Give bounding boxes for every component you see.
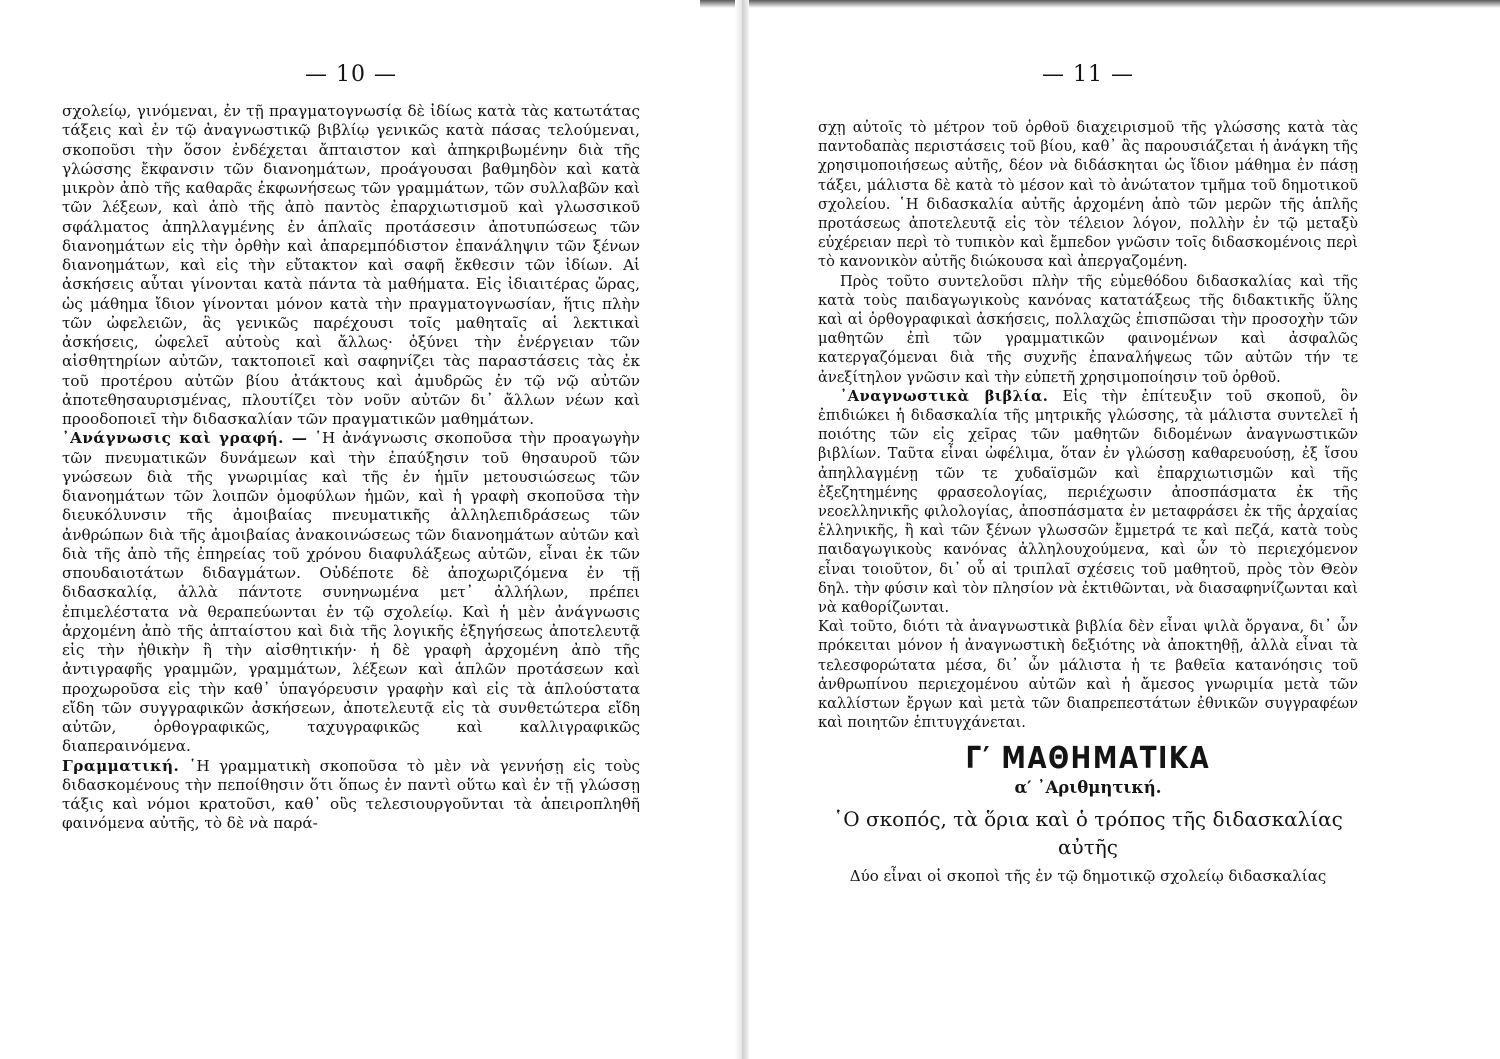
paragraph-text: σχολείῳ, γινόμεναι, ἐν τῇ πραγματογνωσίᾳ δὲ ἰδίως κατὰ τὰς κατωτάτας τάξεις καὶ ἐν τῷ ἀναγνωστικῷ βιβλίῳ γενικῶς κατὰ πάσας τελούμεναι, σκοποῦσι τὴν ὅσον ἐνδέχεται ἄπταιστον καὶ ἀπηκριβωμένην διὰ τῆς γλώσσης ἔκφανσιν τῶν διανοημάτων, προάγουσαι βαθμηδὸν καὶ κατὰ μικρὸν ἀπὸ τῆς καθαρᾶς ἐκφωνήσεως τῶν γραμμάτων, τῶν συλλαβῶν καὶ τῶν λέξεων, καὶ ἀπὸ τῆς ἀπὸ παντὸς ἐπαρχιωτισμοῦ καὶ γλωσσικοῦ σφάλματος ἀπηλλαγμένης ἐν ἁπλαῖς προτάσεσιν ἀποτυπώσεως τῶν διανοημάτων εἰς τὴν ὀρθὴν καὶ ἀπαρεμπόδιστον ἐπανάληψιν τῶν ξένων διανοημάτων, καὶ εἰς τὴν εὔτακτον καὶ σαφῆ ἔκθεσιν τῶν ἰδίων. Αἱ ἀσκήσεις αὗται γίνονται κατὰ πάντα τὰ μαθήματα. Εἰς ἰδιαιτέρας ὥρας, ὡς μάθημα ἴδιον γίνονται μόνον κατὰ τὴν πραγματογνωσίαν, ἥτις πλὴν τῶν ὠφελειῶν, ἃς γενικῶς παρέχουσι τοῖς μαθηταῖς αἱ λεκτικαὶ ἀσκήσεις, ὠφελεῖ αὐτοὺς καὶ ἄλλως· ὀξύνει τὴν ἐνέργειαν τῶν αἰσθητηρίων αὐτῶν, τακτοποιεῖ καὶ σαφηνίζει τὰς παραστάσεις τὰς ἐκ τοῦ προτέρου αὐτῶν βίου ἀτάκτους καὶ ἀμυδρῶς ἐν τῷ νῷ αὐτῶν ἀποτεθησαυρισμένας, πλουτίζει τὸν νοῦν αὐτῶν δι᾽ ἄλλων νέων καὶ προοδοποιεῖ τὴν διδασκαλίαν τῶν πραγματικῶν μαθημάτων. [62,102,640,428]
paragraph-reading-books [818,387,1358,617]
right-page [818,0,1358,1059]
paragraph-text: ῾Η γραμματικὴ σκοποῦσα τὸ μὲν νὰ γεννήσῃ εἰς τοὺς διδασκομένους τὴν πεποίθησιν ὅτι ὅπως ἐν παντὶ οὕτω καὶ ἐν τῇ γλώσσῃ τάξις καὶ νόμοι κρατοῦσι, καθ᾽ οὓς τελεσιουργοῦνται τὰ ἀπειροπληθῆ φαινόμενα αὐτῆς, τὸ δὲ νὰ παρά- [62,756,641,833]
subsection-title-arithmetic: α′ ᾿Αριθμητική. [1014,777,1162,797]
paragraph-grammar [62,757,640,834]
book-gutter [735,0,749,1059]
paragraph-orthography [818,272,1358,387]
heading-grammar: Γραμματική. [62,756,180,775]
arithmetic-purpose-title: ῾Ο σκοπός, τὰ ὅρια καὶ ὁ τρόπος τῆς διδασκαλίας αὐτῆς [833,806,1343,859]
final-line: Δύο εἶναι οἱ σκοποὶ τῆς ἐν τῷ δημοτικῷ σχολείῳ διδασκαλίας [849,866,1327,885]
heading-reading-books: ᾿Αναγνωστικὰ βιβλία. [840,387,1049,405]
left-page [62,0,640,1059]
page-number-10: — 10 — [305,62,397,87]
paragraph-text: Εἰς τὴν ἐπίτευξιν τοῦ σκοποῦ, ὃν ἐπιδιώκει ἡ διδασκαλία τῆς μητρικῆς γλώσσης, τὰ μάλιστα συντελεῖ ἡ ποιότης τῶν εἰς χεῖρας τῶν μαθητῶν διδομένων ἀναγνωστικῶν βιβλίων. Ταῦτα εἶναι ὠφέλιμα, ὅταν ἐν γλώσσῃ καθαρευούσῃ, ἐξ ἴσου ἀπηλλαγμένῃ τῶν τε χυδαϊσμῶν καὶ ἐπαρχιωτισμῶν καὶ τῆς ἐξεζητημένης φρασεολογίας, περιέχωσιν ἀποσπάσματα ἐκ τῆς νεοελληνικῆς φιλολογίας, ἀποσπάσματα ἐν μεταφράσει ἐκ τῆς ἀρχαίας ἑλληνικῆς, ἢ καὶ τῶν ξένων γλωσσῶν ἔμμετρά τε καὶ πεζά, κατὰ τοὺς παιδαγωγικοὺς κανόνας ἀλληλουχούμενα, καὶ ὧν τὸ περιεχόμενον εἶναι τοιοῦτον, δι᾽ οὗ αἱ τριπλαῖ σχέσεις τοῦ μαθητοῦ, πρὸς τὸν Θεὸν δηλ. τὴν φύσιν καὶ τὸν πλησίον νὰ ἐκτιθῶνται, νὰ διασαφηνίζωνται καὶ νὰ καθορίζωνται. [818,387,1358,617]
paragraph-speech-exercises [62,102,640,429]
paragraph-text: σχῃ αὐτοῖς τὸ μέτρον τοῦ ὀρθοῦ διαχειρισμοῦ τῆς γλώσσης κατὰ τὰς παντοδαπὰς περιστάσεις τοῦ βίου, καθ᾽ ἃς παρουσιάζεται ἡ ἀνάγκη τῆς χρησιμοποιήσεως αὐτῆς, δέον νὰ διδάσκηται ὡς ἴδιον μάθημα ἐν πάσῃ τάξει, μάλιστα δὲ κατὰ τὸ μέσον καὶ τὸ ἀνώτατον τμῆμα τοῦ δημοτικοῦ σχολείου. ῾Η διδασκαλία αὐτῆς ἀρχομένη ἀπὸ τῶν μερῶν τῆς ἁπλῆς προτάσεως ἀποτελευτᾷ εἰς τὸν τέλειον λόγον, πολλὴν ἐν τῷ μεταξὺ εὐχέρειαν περὶ τὸ τυπικὸν καὶ ἔμπεδον γνῶσιν τοῖς διδασκομένοις περὶ τὸ κανονικὸν αὐτῆς διώκουσα καὶ ἀπεργαζομένη. [818,119,1358,271]
paragraph-text: Πρὸς τοῦτο συντελοῦσι πλὴν τῆς εὐμεθόδου διδασκαλίας καὶ τῆς κατὰ τοὺς παιδαγωγικοὺς κανόνας κατατάξεως τῆς διδακτικῆς ὕλης καὶ αἱ ὀρθογραφικαὶ ἀσκήσεις, πολλαχῶς ἐπισπῶσαι τὴν προσοχὴν τῶν μαθητῶν ἐπὶ τῶν γραμματικῶν φαινομένων καὶ ἀσφαλῶς κατεργαζόμεναι διὰ τῆς συχνῆς ἐπαναλήψεως τῶν αὐτῶν τήν τε ἀνεξίτηλον γνῶσιν καὶ τὴν εὐπετῆ χρησιμοποίησιν τοῦ ὀρθοῦ. [818,272,1358,386]
paragraph-reading-writing [62,429,640,756]
heading-reading-writing: ᾿Ανάγνωσις καὶ γραφή. — [62,429,308,448]
section-title-mathematics: Γ′ ΜΑΘΗΜΑΤΙΚΑ [965,740,1211,776]
paragraph-text: ῾Η ἀνάγνωσις σκοποῦσα τὴν προαγωγὴν τῶν πνευματικῶν δυνάμεων καὶ τὴν ἐπαύξησιν τοῦ θησαυροῦ τῶν γνώσεων διὰ τῆς γνωριμίας καὶ τῆς ἐν ἡμῖν μετουσιώσεως τῶν διανοημάτων τῶν λοιπῶν ὁμοφύλων ἡμῶν, καὶ ἡ γραφὴ σκοποῦσα τὴν διευκόλυνσιν τῆς ἀμοιβαίας πνευματικῆς ἀλληλεπιδράσεως τῶν ἀνθρώπων διὰ τῆς ἀμοιβαίας ἀνακοινώσεως τῶν διανοημάτων αὐτῶν καὶ διὰ τῆς ἀπὸ τῆς ἐπηρείας τοῦ χρόνου διαφυλάξεως αὐτῶν, εἶναι ἐκ τῶν σπουδαιοτάτων διδαγμάτων. Οὐδέποτε δὲ ἀποχωριζόμενα ἐν τῇ διδασκαλίᾳ, ἀλλὰ πάντοτε συνηνωμένα μετ᾽ ἀλλήλων, πρέπει ἐπιμελέστατα νὰ θεραπεύωνται ἐν τῷ σχολείῳ. Καὶ ἡ μὲν ἀνάγνωσις ἀρχομένη ἀπὸ τῆς ἀπταίστου καὶ διὰ τῆς λογικῆς ἐξηγήσεως ἀποτελευτᾷ εἰς τὴν ἠθικὴν ἢ τὴν αἰσθητικήν· ἡ δὲ γραφὴ ἀρχομένη ἀπὸ τῆς ἀντιγραφῆς γραμμῶν, γραμμάτων, λέξεων καὶ ἁπλῶν προτάσεων καὶ προχωροῦσα εἰς τὴν καθ᾽ ὑπαγόρευσιν γραφὴν καὶ εἰς τὰ ἁπλούστατα εἴδη τῶν συγγραφικῶν ἀσκήσεων, ἀποτελευτᾷ εἰς τὰ συνθετώτερα εἴδη αὐτῶν, ὀρθογραφικῶς, ταχυγραφικῶς καὶ καλλιγραφικῶς διαπεραινόμενα. [62,429,641,756]
paragraph-text: Καὶ τοῦτο, διότι τὰ ἀναγνωστικὰ βιβλία δὲν εἶναι ψιλὰ ὄργανα, δι᾽ ὧν πρόκειται μόνον ἡ ἀναγνωστικὴ δεξιότης νὰ ἀποκτηθῇ, ἀλλὰ εἶναι τὰ τελεσφορώτατα μέσα, δι᾽ ὧν μάλιστα ἡ τε βαθεῖα κατανόησις τοῦ ἀνθρωπίνου περιεχομένου αὐτῶν καὶ ἡ ἄμεσος γνωριμία μετὰ τῶν καλλίστων ἔργων καὶ μετὰ τῶν διαπρεπεστάτων ἐθνικῶν συγγραφέων καὶ ποιητῶν ἐπιτυγχάνεται. [818,618,1358,732]
left-page-body [62,102,640,834]
paragraph-grammar-continued [818,118,1358,272]
page-number-11: — 11 — [1042,62,1134,87]
paragraph-reading-books-purpose [818,617,1358,732]
right-page-body [818,118,1358,886]
